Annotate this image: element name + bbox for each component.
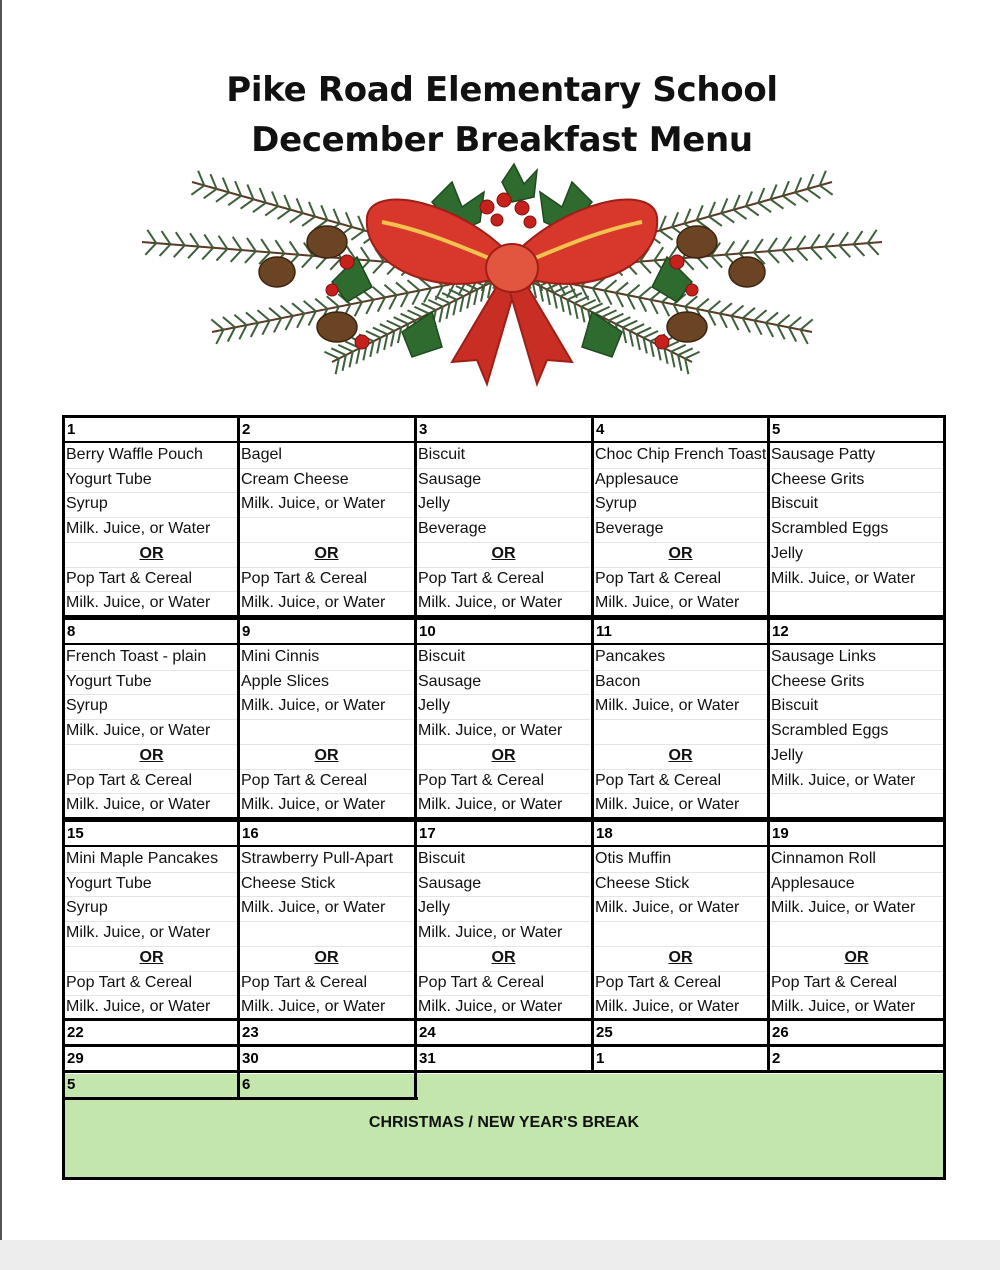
menu-item: Biscuit (418, 850, 466, 867)
row-separator (65, 517, 238, 518)
menu-item: Milk. Juice, or Water (595, 899, 740, 917)
day-date: 18 (596, 825, 613, 842)
menu-item: Sausage Patty (771, 446, 876, 463)
day-date: 16 (242, 825, 259, 842)
row-separator (65, 719, 238, 720)
grid-line (767, 415, 770, 1073)
menu-item: Syrup (66, 495, 108, 513)
grid-line (62, 441, 946, 443)
grid-line (237, 415, 240, 1073)
or-divider: OR (844, 948, 869, 966)
menu-item: Milk. Juice, or Water (241, 998, 386, 1016)
row-separator (417, 769, 590, 770)
menu-item: Milk. Juice, or Water (771, 899, 916, 917)
menu-item: Milk. Juice, or Water (771, 771, 916, 789)
row-separator (417, 995, 590, 996)
day-date: 11 (596, 623, 612, 640)
menu-item: Pop Tart & Cereal (595, 569, 721, 587)
menu-item: Milk. Juice, or Water (241, 697, 386, 715)
grid-line (62, 1177, 946, 1180)
row-separator (594, 517, 767, 518)
menu-item: Milk. Juice, or Water (241, 495, 386, 513)
menu-item: Milk. Juice, or Water (241, 594, 386, 612)
menu-item: Apple Slices (241, 672, 330, 690)
row-separator (417, 793, 590, 794)
day-date: 10 (419, 623, 436, 640)
row-separator (594, 492, 767, 493)
day-date: 6 (242, 1076, 251, 1093)
row-separator (417, 719, 590, 720)
or-divider: OR (139, 544, 164, 562)
day-date: 29 (67, 1050, 84, 1067)
row-separator (240, 567, 413, 568)
menu-item: French Toast - plain (66, 648, 207, 665)
day-date: 1 (596, 1050, 605, 1067)
row-separator (594, 921, 767, 922)
row-separator (417, 896, 590, 897)
grid-line (943, 415, 946, 1180)
row-separator (417, 567, 590, 568)
row-separator (770, 468, 943, 469)
menu-item: Applesauce (771, 874, 855, 892)
row-separator (594, 670, 767, 671)
row-separator (594, 995, 767, 996)
day-date: 23 (242, 1024, 259, 1041)
menu-item: Biscuit (771, 495, 819, 513)
row-separator (65, 542, 238, 543)
row-separator (65, 769, 238, 770)
or-divider: OR (139, 746, 164, 764)
row-separator (770, 793, 943, 794)
menu-item: Cheese Grits (771, 470, 865, 488)
menu-item: Pop Tart & Cereal (241, 973, 367, 991)
day-date: 1 (67, 421, 76, 438)
row-separator (417, 492, 590, 493)
menu-item: Sausage (418, 874, 482, 892)
row-separator (240, 492, 413, 493)
row-separator (65, 468, 238, 469)
menu-item: Milk. Juice, or Water (771, 998, 916, 1016)
menu-item: Pop Tart & Cereal (771, 973, 897, 991)
grid-line (414, 1070, 417, 1097)
row-separator (240, 517, 413, 518)
school-name-title: Pike Road Elementary School (226, 70, 778, 110)
menu-title: December Breakfast Menu (251, 120, 753, 160)
menu-item: Pop Tart & Cereal (241, 771, 367, 789)
menu-item: Beverage (418, 520, 487, 538)
day-date: 17 (419, 825, 436, 842)
row-separator (65, 872, 238, 873)
menu-item: Milk. Juice, or Water (418, 924, 563, 942)
row-separator (240, 542, 413, 543)
or-divider: OR (668, 544, 693, 562)
row-separator (65, 995, 238, 996)
row-separator (770, 719, 943, 720)
menu-item: Sausage Links (771, 648, 876, 665)
row-separator (594, 542, 767, 543)
day-date: 5 (67, 1076, 76, 1093)
row-separator (240, 670, 413, 671)
menu-item: Cheese Stick (241, 874, 336, 892)
day-date: 3 (419, 421, 428, 438)
grid-line (62, 415, 946, 418)
row-separator (770, 517, 943, 518)
row-separator (65, 793, 238, 794)
grid-line (414, 415, 417, 1073)
row-separator (770, 921, 943, 922)
menu-item: Jelly (418, 697, 451, 715)
menu-item: Pancakes (595, 648, 666, 665)
holly-bow-garland-icon (132, 162, 892, 404)
row-separator (240, 946, 413, 947)
day-date: 30 (242, 1050, 259, 1067)
row-separator (240, 769, 413, 770)
day-date: 2 (242, 421, 251, 438)
or-divider: OR (491, 544, 516, 562)
row-separator (240, 744, 413, 745)
row-separator (770, 670, 943, 671)
menu-item: Pop Tart & Cereal (66, 569, 192, 587)
menu-calendar-grid (62, 415, 946, 1180)
menu-item: Milk. Juice, or Water (241, 899, 386, 917)
grid-line (237, 1070, 240, 1097)
row-separator (594, 872, 767, 873)
grid-line (62, 845, 946, 847)
or-divider: OR (668, 746, 693, 764)
menu-item: Pop Tart & Cereal (241, 569, 367, 587)
or-divider: OR (139, 948, 164, 966)
row-separator (417, 872, 590, 873)
grid-line (62, 1097, 418, 1100)
menu-item: Pop Tart & Cereal (595, 973, 721, 991)
row-separator (417, 670, 590, 671)
row-separator (417, 694, 590, 695)
row-separator (65, 591, 238, 592)
row-separator (417, 591, 590, 592)
row-separator (240, 872, 413, 873)
or-divider: OR (668, 948, 693, 966)
row-separator (65, 896, 238, 897)
holiday-break-label: CHRISTMAS / NEW YEAR'S BREAK (368, 1114, 640, 1131)
menu-item: Cheese Grits (771, 672, 865, 690)
day-date: 24 (419, 1024, 436, 1041)
day-date: 9 (242, 623, 251, 640)
row-separator (770, 591, 943, 592)
menu-item: Milk. Juice, or Water (418, 796, 563, 814)
row-separator (594, 719, 767, 720)
menu-item: Biscuit (418, 648, 466, 665)
menu-item: Milk. Juice, or Water (66, 594, 211, 612)
menu-item: Mini Maple Pancakes (66, 850, 219, 867)
row-separator (240, 971, 413, 972)
holiday-break-area (64, 1074, 944, 1177)
day-date: 19 (772, 825, 789, 842)
row-separator (594, 793, 767, 794)
menu-item: Bagel (241, 446, 282, 463)
day-date: 31 (419, 1050, 436, 1067)
row-separator (770, 492, 943, 493)
or-divider: OR (491, 948, 516, 966)
row-separator (240, 719, 413, 720)
row-separator (594, 896, 767, 897)
row-separator (770, 542, 943, 543)
row-separator (240, 694, 413, 695)
row-separator (770, 946, 943, 947)
menu-item: Pop Tart & Cereal (418, 771, 544, 789)
row-separator (417, 744, 590, 745)
menu-item: Beverage (595, 520, 664, 538)
menu-item: Jelly (418, 899, 451, 917)
menu-item: Otis Muffin (595, 850, 672, 867)
day-date: 22 (67, 1024, 84, 1041)
menu-item: Milk. Juice, or Water (595, 594, 740, 612)
row-separator (594, 971, 767, 972)
grid-line (62, 415, 65, 1180)
row-separator (240, 995, 413, 996)
row-separator (417, 971, 590, 972)
row-separator (417, 468, 590, 469)
menu-item: Milk. Juice, or Water (66, 520, 211, 538)
menu-item: Milk. Juice, or Water (595, 697, 740, 715)
menu-item: Yogurt Tube (66, 874, 152, 892)
grid-line (62, 615, 946, 618)
row-separator (65, 694, 238, 695)
or-divider: OR (314, 544, 339, 562)
row-separator (417, 517, 590, 518)
menu-item: Cinnamon Roll (771, 850, 876, 867)
menu-item: Scrambled Eggs (771, 520, 889, 538)
row-separator (65, 744, 238, 745)
menu-item: Pop Tart & Cereal (418, 973, 544, 991)
row-separator (594, 946, 767, 947)
row-separator (770, 995, 943, 996)
grid-line (62, 1044, 946, 1047)
day-date: 2 (772, 1050, 781, 1067)
row-separator (240, 468, 413, 469)
day-date: 26 (772, 1024, 789, 1041)
menu-item: Sausage (418, 470, 482, 488)
row-separator (594, 591, 767, 592)
row-separator (770, 769, 943, 770)
row-separator (417, 921, 590, 922)
menu-item: Cheese Stick (595, 874, 690, 892)
row-separator (770, 971, 943, 972)
row-separator (770, 567, 943, 568)
row-separator (240, 591, 413, 592)
day-date: 25 (596, 1024, 613, 1041)
menu-item: Yogurt Tube (66, 672, 152, 690)
menu-item: Berry Waffle Pouch (66, 446, 203, 463)
menu-item: Milk. Juice, or Water (66, 924, 211, 942)
grid-line (591, 415, 594, 1073)
page-bottom-margin (0, 1240, 1000, 1270)
row-separator (594, 468, 767, 469)
menu-item: Sausage (418, 672, 482, 690)
day-date: 12 (772, 623, 789, 640)
day-date: 5 (772, 421, 781, 438)
day-date: 8 (67, 623, 76, 640)
menu-item: Milk. Juice, or Water (418, 722, 563, 740)
row-separator (65, 492, 238, 493)
menu-item: Milk. Juice, or Water (66, 722, 211, 740)
grid-line (62, 1018, 946, 1021)
menu-item: Applesauce (595, 470, 679, 488)
menu-item: Syrup (66, 697, 108, 715)
row-separator (770, 744, 943, 745)
menu-item: Yogurt Tube (66, 470, 152, 488)
day-date: 15 (67, 825, 84, 842)
row-separator (65, 921, 238, 922)
menu-item: Pop Tart & Cereal (66, 973, 192, 991)
menu-item: Pop Tart & Cereal (418, 569, 544, 587)
menu-item: Scrambled Eggs (771, 722, 889, 740)
or-divider: OR (314, 948, 339, 966)
day-date: 4 (596, 421, 605, 438)
row-separator (65, 567, 238, 568)
menu-item: Jelly (771, 544, 804, 562)
menu-item: Milk. Juice, or Water (66, 998, 211, 1016)
menu-item: Syrup (595, 495, 637, 513)
menu-item: Milk. Juice, or Water (595, 998, 740, 1016)
row-separator (240, 793, 413, 794)
menu-item: Milk. Juice, or Water (66, 796, 211, 814)
row-separator (65, 971, 238, 972)
menu-item: Choc Chip French Toast (595, 446, 766, 463)
menu-item: Milk. Juice, or Water (418, 594, 563, 612)
row-separator (770, 896, 943, 897)
menu-item: Pop Tart & Cereal (595, 771, 721, 789)
menu-item: Biscuit (418, 446, 466, 463)
row-separator (594, 694, 767, 695)
menu-item: Cream Cheese (241, 470, 349, 488)
menu-item: Milk. Juice, or Water (418, 998, 563, 1016)
menu-item: Jelly (771, 746, 804, 764)
menu-item: Biscuit (771, 697, 819, 715)
grid-line (62, 817, 946, 820)
row-separator (770, 872, 943, 873)
menu-item: Milk. Juice, or Water (595, 796, 740, 814)
row-separator (417, 946, 590, 947)
row-separator (240, 896, 413, 897)
row-separator (770, 694, 943, 695)
menu-item: Milk. Juice, or Water (241, 796, 386, 814)
row-separator (594, 769, 767, 770)
menu-item: Strawberry Pull-Apart (241, 850, 394, 867)
menu-item: Pop Tart & Cereal (66, 771, 192, 789)
menu-item: Syrup (66, 899, 108, 917)
grid-line (62, 643, 946, 645)
menu-item: Bacon (595, 672, 641, 690)
grid-line (62, 1070, 946, 1073)
or-divider: OR (314, 746, 339, 764)
or-divider: OR (491, 746, 516, 764)
row-separator (240, 921, 413, 922)
row-separator (594, 567, 767, 568)
row-separator (65, 946, 238, 947)
row-separator (594, 744, 767, 745)
menu-item: Mini Cinnis (241, 648, 320, 665)
row-separator (417, 542, 590, 543)
row-separator (65, 670, 238, 671)
menu-item: Jelly (418, 495, 451, 513)
menu-item: Milk. Juice, or Water (771, 569, 916, 587)
